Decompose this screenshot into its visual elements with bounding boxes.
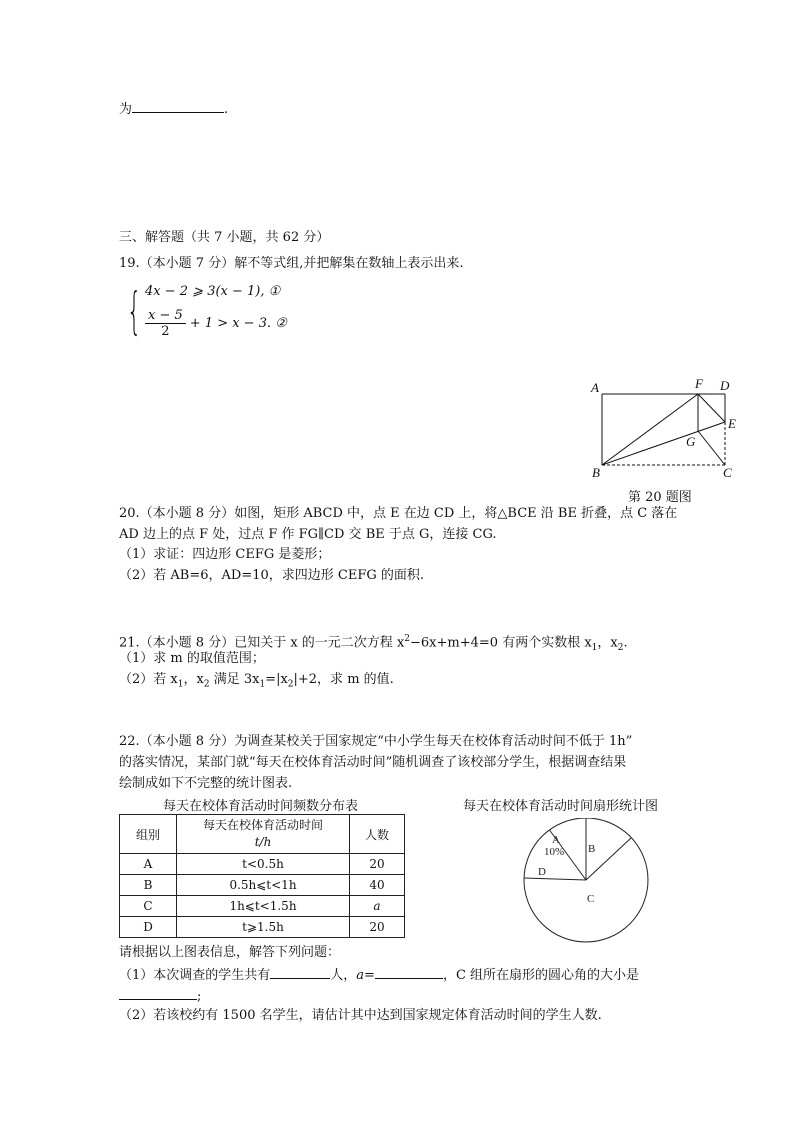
sector-line-d-start (524, 878, 586, 880)
label-b: B (592, 465, 600, 480)
label-a: A (591, 380, 599, 395)
q20-line2: AD 边上的点 F 处，过点 F 作 FG∥CD 交 BE 于点 G，连接 CG. (119, 527, 497, 542)
pie-chart (510, 818, 660, 943)
table-row: C 1h⩽t<1.5h a (120, 896, 405, 917)
q22-line2: 的落实情况，某部门就“每天在校体育活动时间”随机调查了该校部分学生，根据调查结果 (119, 755, 627, 770)
answer-blank (270, 965, 330, 979)
q22-part1-cont: ; (119, 986, 201, 1006)
answer-blank (132, 99, 224, 113)
q20-part1: （1）求证：四边形 CEFG 是菱形； (119, 547, 331, 562)
answer-blank (375, 965, 443, 979)
pie-label-c: C (587, 893, 595, 905)
segment-fe (698, 394, 725, 422)
inequality-2: $\frac{x - 5}{2}$ + 1 > x − 3. ② (145, 308, 287, 339)
section-title: 三、解答题（共 7 小题，共 62 分） (119, 230, 330, 245)
label-c: C (723, 465, 732, 480)
table-title: 每天在校体育活动时间频数分布表 (163, 799, 359, 814)
pie-label-d: D (538, 866, 546, 878)
q21-part2: （2）若 $x_1$，$x_2$ 满足 $3x_1=|x_2|+2$，求 m 的值. (119, 672, 394, 690)
segment-gc (698, 431, 725, 465)
q22-line3: 绘制成如下不完整的统计图表. (119, 776, 293, 791)
answer-blank (119, 986, 197, 1000)
segment-bf (602, 394, 698, 465)
q22-after: 请根据以上图表信息，解答下列问题： (119, 945, 341, 960)
q20-part2: （2）若 AB=6，AD=10，求四边形 CEFG 的面积. (119, 568, 424, 583)
pie-label-b: B (588, 843, 596, 855)
table-header-row (120, 815, 405, 854)
q20-line1: 20.（本小题 8 分）如图，矩形 ABCD 中，点 E 在边 CD 上，将△BCE 沿 BE 折叠，点 C 落在 (119, 506, 678, 521)
table-row: D t⩾1.5h 20 (120, 917, 405, 938)
header-time: 每天在校体育活动时间 t/h (177, 815, 350, 854)
q22-line1: 22.（本小题 8 分）为调查某校关于国家规定“中小学生每天在校体育活动时间不低于 1h” (119, 734, 633, 749)
inequality-system (127, 284, 367, 340)
inequality-1: 4x − 2 ⩾ 3(x − 1), ① (145, 284, 281, 299)
q19-text: 19.（本小题 7 分）解不等式组,并把解集在数轴上表示出来. (119, 256, 464, 271)
q22-part1: （1）本次调查的学生共有 人，a= ，C 组所在扇形的圆心角的大小是 (119, 965, 639, 985)
label-d: D (720, 378, 730, 393)
header-group: 组别 (120, 815, 177, 854)
q21-line1: 21.（本小题 8 分）已知关于 x 的一元二次方程 $x^2-6x+m+4=0$ 有两个实数根 $x_1$，$x_2$. (119, 634, 628, 653)
pie-label-a-pct: 10% (544, 846, 565, 858)
frequency-table (119, 814, 405, 938)
figure-20-caption: 第 20 题图 (628, 490, 692, 505)
pie-title: 每天在校体育活动时间扇形统计图 (463, 799, 659, 814)
pie-label-a: A (552, 834, 560, 846)
prefix-text: 为 (119, 102, 133, 117)
figure-20 (580, 372, 750, 484)
header-count: 人数 (350, 815, 405, 854)
label-e: E (728, 416, 736, 431)
brace-icon: { (127, 282, 142, 340)
segment-be (602, 422, 725, 465)
prev-question-tail: 为 . (119, 99, 228, 119)
label-f: F (695, 376, 703, 391)
label-g: G (686, 434, 696, 449)
table-row: A t<0.5h 20 (120, 854, 405, 875)
q22-part2: （2）若该校约有 1500 名学生，请估计其中达到国家规定体育活动时间的学生人数. (119, 1008, 602, 1023)
table-row: B 0.5h⩽t<1h 40 (120, 875, 405, 896)
q21-part1: （1）求 m 的取值范围； (119, 651, 265, 666)
